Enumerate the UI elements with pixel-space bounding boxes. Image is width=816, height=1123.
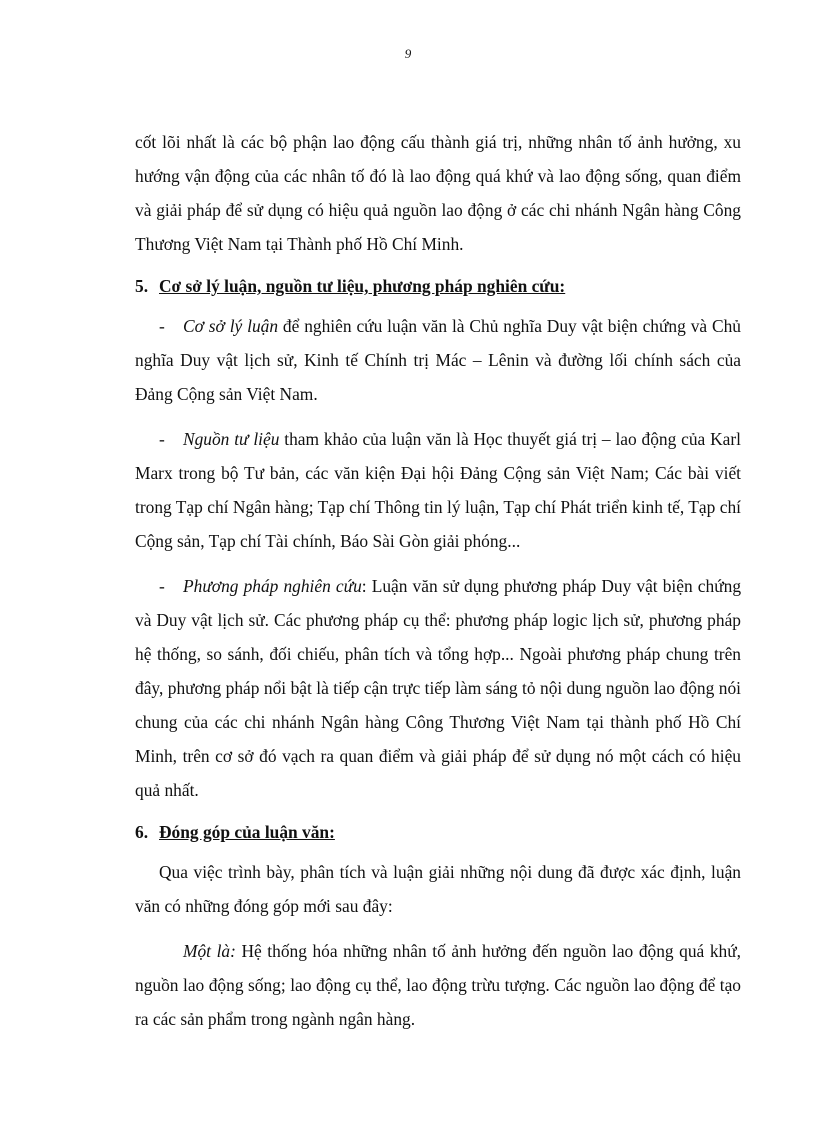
section-6-title: Đóng góp của luận văn: — [159, 822, 335, 842]
item-text: tham khảo của luận văn là Học thuyết giá trị – lao động của Karl Marx trong bộ Tư bản, các văn kiện Đại hội Đảng Cộng sản Việt Nam; Các bài viết trong Tạp chí Ngân hàng; Tạp chí Thông tin lý luận, Tạp chí Phát triển kinh tế, Tạp chí Cộng sản, Tạp chí Tài chính, Báo Sài Gòn giải phóng... — [135, 429, 741, 551]
document-body — [135, 125, 741, 1036]
bullet-dash: - — [159, 429, 165, 449]
section-5-title: Cơ sở lý luận, nguồn tư liệu, phương pháp nghiên cứu: — [159, 276, 566, 296]
point-text: Hệ thống hóa những nhân tố ảnh hưởng đến nguồn lao động quá khứ, nguồn lao động sống; lao động cụ thể, lao động trừu tượng. Các nguồn lao động để tạo ra các sản phẩm trong ngành ngân hàng. — [135, 941, 741, 1029]
section-6-heading — [135, 815, 741, 849]
section-5-item-3 — [135, 569, 741, 807]
point-term: Một là: — [183, 941, 236, 961]
item-term: Nguồn tư liệu — [183, 429, 280, 449]
item-term: Phương pháp nghiên cứu — [183, 576, 362, 596]
bullet-dash: - — [159, 576, 165, 596]
intro-paragraph: cốt lõi nhất là các bộ phận lao động cấu thành giá trị, những nhân tố ảnh hưởng, xu hướng vận động của các nhân tố đó là lao động quá khứ và lao động sống, quan điểm và giải pháp để sử dụng có hiệu quả nguồn lao động ở các chi nhánh Ngân hàng Công Thương Việt Nam tại Thành phố Hồ Chí Minh. — [135, 132, 741, 254]
section-6-point-1 — [135, 934, 741, 1036]
page-number: 9 — [404, 46, 412, 61]
item-text: để nghiên cứu luận văn là Chủ nghĩa Duy vật biện chứng và Chủ nghĩa Duy vật lịch sử, Kinh tế Chính trị Mác – Lênin và đường lối chính sách của Đảng Cộng sản Việt Nam. — [135, 316, 741, 404]
section-5-item-1 — [135, 309, 741, 411]
section-5-number: 5. — [135, 276, 149, 296]
section-5-item-2 — [135, 422, 741, 558]
item-term: Cơ sở lý luận — [183, 316, 279, 336]
section-6-intro: Qua việc trình bày, phân tích và luận giải những nội dung đã được xác định, luận văn có những đóng góp mới sau đây: — [135, 862, 741, 916]
item-text: : Luận văn sử dụng phương pháp Duy vật biện chứng và Duy vật lịch sử. Các phương pháp cụ thể: phương pháp logic lịch sử, phương pháp hệ thống, so sánh, đối chiếu, phân tích và tổng hợp... Ngoài phương pháp chung trên đây, phương pháp nổi bật là tiếp cận trực tiếp làm sáng tỏ nội dung nguồn lao động nói chung của các chi nhánh Ngân hàng Công Thương Việt Nam tại thành phố Hồ Chí Minh, trên cơ sở đó vạch ra quan điểm và giải pháp để sử dụng nó một cách có hiệu quả nhất. — [135, 576, 742, 800]
bullet-dash: - — [159, 316, 165, 336]
section-5-heading — [135, 269, 741, 303]
section-6-number: 6. — [135, 822, 149, 842]
